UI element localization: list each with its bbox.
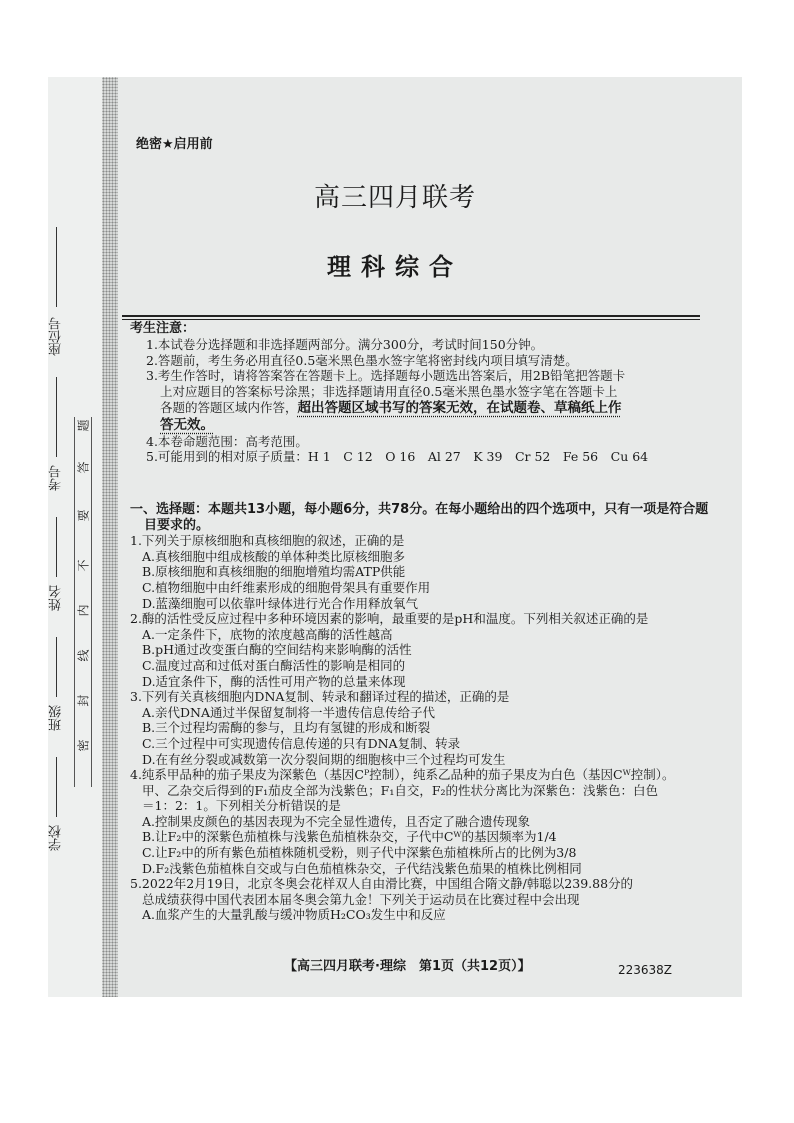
question-stem: 3.下列有关真核细胞内DNA复制、转录和翻译过程的描述，正确的是 bbox=[130, 689, 510, 705]
question-stem: 4.纯系甲品种的茄子果皮为深紫色（基因Cᴾ控制），纯系乙品种的茄子果皮为白色（基因Cᵂ控制）。 bbox=[130, 767, 675, 783]
notice-heading: 考生注意： bbox=[130, 321, 196, 336]
notice-item-cont bbox=[130, 417, 710, 434]
question-option: C.三个过程中可实现遗传信息传递的只有DNA复制、转录 bbox=[142, 735, 461, 751]
section-heading-cont: 目要求的。 bbox=[144, 517, 210, 533]
exam-no-label: 考号 bbox=[49, 465, 64, 491]
question-option: D.在有丝分裂或减数第一次分裂间期的细胞核中三个过程均可发生 bbox=[142, 751, 506, 767]
seal-char: 密 bbox=[76, 739, 91, 752]
class-label: 班级 bbox=[49, 705, 64, 731]
notice-emphasis: 超出答题区域书写的答案无效，在试题卷、草稿纸上作 bbox=[297, 399, 622, 416]
class-line bbox=[56, 637, 57, 697]
section-choice bbox=[130, 502, 730, 923]
notice-item: 1.本试卷分选择题和非选择题两部分。满分300分，考试时间150分钟。 bbox=[146, 336, 544, 352]
school-line bbox=[56, 757, 57, 817]
notice-item: 4.本卷命题范围：高考范围。 bbox=[146, 433, 308, 449]
notice-text: 各题的答题区域内作答， bbox=[160, 399, 298, 415]
seal-char: 答 bbox=[76, 461, 91, 474]
seal-char: 内 bbox=[76, 604, 91, 617]
question-option: B.三个过程均需酶的参与，且均有氢键的形成和断裂 bbox=[142, 720, 431, 736]
question-option: A.亲代DNA通过半保留复制将一半遗传信息传给子代 bbox=[142, 704, 435, 720]
question-option: B.让F₂中的深紫色茄植株与浅紫色茄植株杂交，子代中Cᵂ的基因频率为1/4 bbox=[142, 829, 557, 845]
question-stem-cont: 总成绩获得中国代表团本届冬奥会第九金！下列关于运动员在比赛过程中会出现 bbox=[142, 891, 580, 907]
question-option: D.F₂浅紫色茄植株自交或与白色茄植株杂交，子代结浅紫色茄果的植株比例相同 bbox=[142, 860, 582, 876]
seal-char: 题 bbox=[76, 419, 91, 432]
binding-margin bbox=[48, 77, 102, 997]
question-stem-cont: ＝1：2：1。下列相关分析错误的是 bbox=[142, 798, 341, 814]
header-rule bbox=[122, 315, 700, 320]
subject-title: 理科综合 bbox=[327, 253, 463, 281]
question-option: A.控制果皮颜色的基因表现为不完全显性遗传，且否定了融合遗传现象 bbox=[142, 813, 531, 829]
notice-block bbox=[130, 321, 710, 465]
question-stem: 2.酶的活性受反应过程中多种环境因素的影响，最重要的是pH和温度。下列相关叙述正确的是 bbox=[130, 611, 649, 627]
question-option: A.真核细胞中组成核酸的单体种类比原核细胞多 bbox=[142, 548, 406, 564]
question-stem: 1.下列关于原核细胞和真核细胞的叙述，正确的是 bbox=[130, 533, 405, 549]
exam-no-line bbox=[56, 377, 57, 457]
notice-emphasis: 答无效。 bbox=[160, 416, 214, 433]
exam-paper bbox=[48, 77, 742, 997]
question-stem: 5.2022年2月19日，北京冬奥会花样双人自由滑比赛，中国组合隋文静/韩聪以239.88分的 bbox=[130, 876, 634, 892]
question-option: B.原核细胞和真核细胞的细胞增殖均需ATP供能 bbox=[142, 564, 406, 580]
seal-char: 线 bbox=[76, 649, 91, 662]
question-option: C.温度过高和过低对蛋白酶活性的影响是相同的 bbox=[142, 657, 406, 673]
notice-item: 3.考生作答时，请将答案答在答题卡上。选择题每小题选出答案后，用2B铅笔把答题卡 bbox=[146, 368, 626, 384]
question-stem-cont: 甲、乙杂交后得到的F₁茄皮全部为浅紫色；F₁自交，F₂的性状分离比为深紫色：浅紫色：白色 bbox=[142, 782, 659, 798]
seal-line bbox=[72, 417, 92, 787]
notice-item-cont bbox=[130, 400, 710, 417]
seal-char: 要 bbox=[76, 509, 91, 522]
question-option: B.pH通过改变蛋白酶的空间结构来影响酶的活性 bbox=[142, 642, 412, 658]
notice-item: 2.答题前，考生务必用直径0.5毫米黑色墨水签字笔将密封线内项目填写清楚。 bbox=[146, 352, 578, 368]
seal-char: 封 bbox=[76, 694, 91, 707]
question-option: D.适宜条件下，酶的活性可用产物的总量来体现 bbox=[142, 673, 406, 689]
binding-dotted-border bbox=[102, 77, 118, 997]
exam-title: 高三四月联考 bbox=[313, 183, 476, 213]
name-line bbox=[56, 517, 57, 577]
name-label: 姓名 bbox=[49, 585, 64, 611]
classified-mark: 绝密★启用前 bbox=[136, 137, 213, 152]
seal-char: 不 bbox=[76, 559, 91, 572]
question-option: A.血浆产生的大量乳酸与缓冲物质H₂CO₃发生中和反应 bbox=[142, 907, 446, 923]
school-label: 学校 bbox=[49, 825, 64, 851]
seat-label: 座位号 bbox=[49, 317, 64, 356]
notice-item-cont: 上对应题目的答案标号涂黑；非选择题请用直径0.5毫米黑色墨水签字笔在答题卡上 bbox=[160, 384, 618, 400]
question-option: C.让F₂中的所有紫色茄植株随机受粉，则子代中深紫色茄植株所占的比例为3/8 bbox=[142, 845, 577, 861]
question-option: D.蓝藻细胞可以依靠叶绿体进行光合作用释放氧气 bbox=[142, 595, 419, 611]
question-option: C.植物细胞中由纤维素形成的细胞骨架具有重要作用 bbox=[142, 579, 431, 595]
notice-item: 5.可能用到的相对原子质量：H 1 C 12 O 16 Al 27 K 39 Cr 52 Fe 56 Cu 64 bbox=[146, 449, 649, 465]
section-heading: 一、选择题：本题共13小题，每小题6分，共78分。在每小题给出的四个选项中，只有一项是符合题 bbox=[130, 502, 709, 517]
page-footer: 【高三四月联考·理综 第1页（共12页）】 bbox=[284, 959, 531, 974]
question-option: A.一定条件下，底物的浓度越高酶的活性越高 bbox=[142, 626, 393, 642]
document-code: 223638Z bbox=[618, 963, 673, 977]
